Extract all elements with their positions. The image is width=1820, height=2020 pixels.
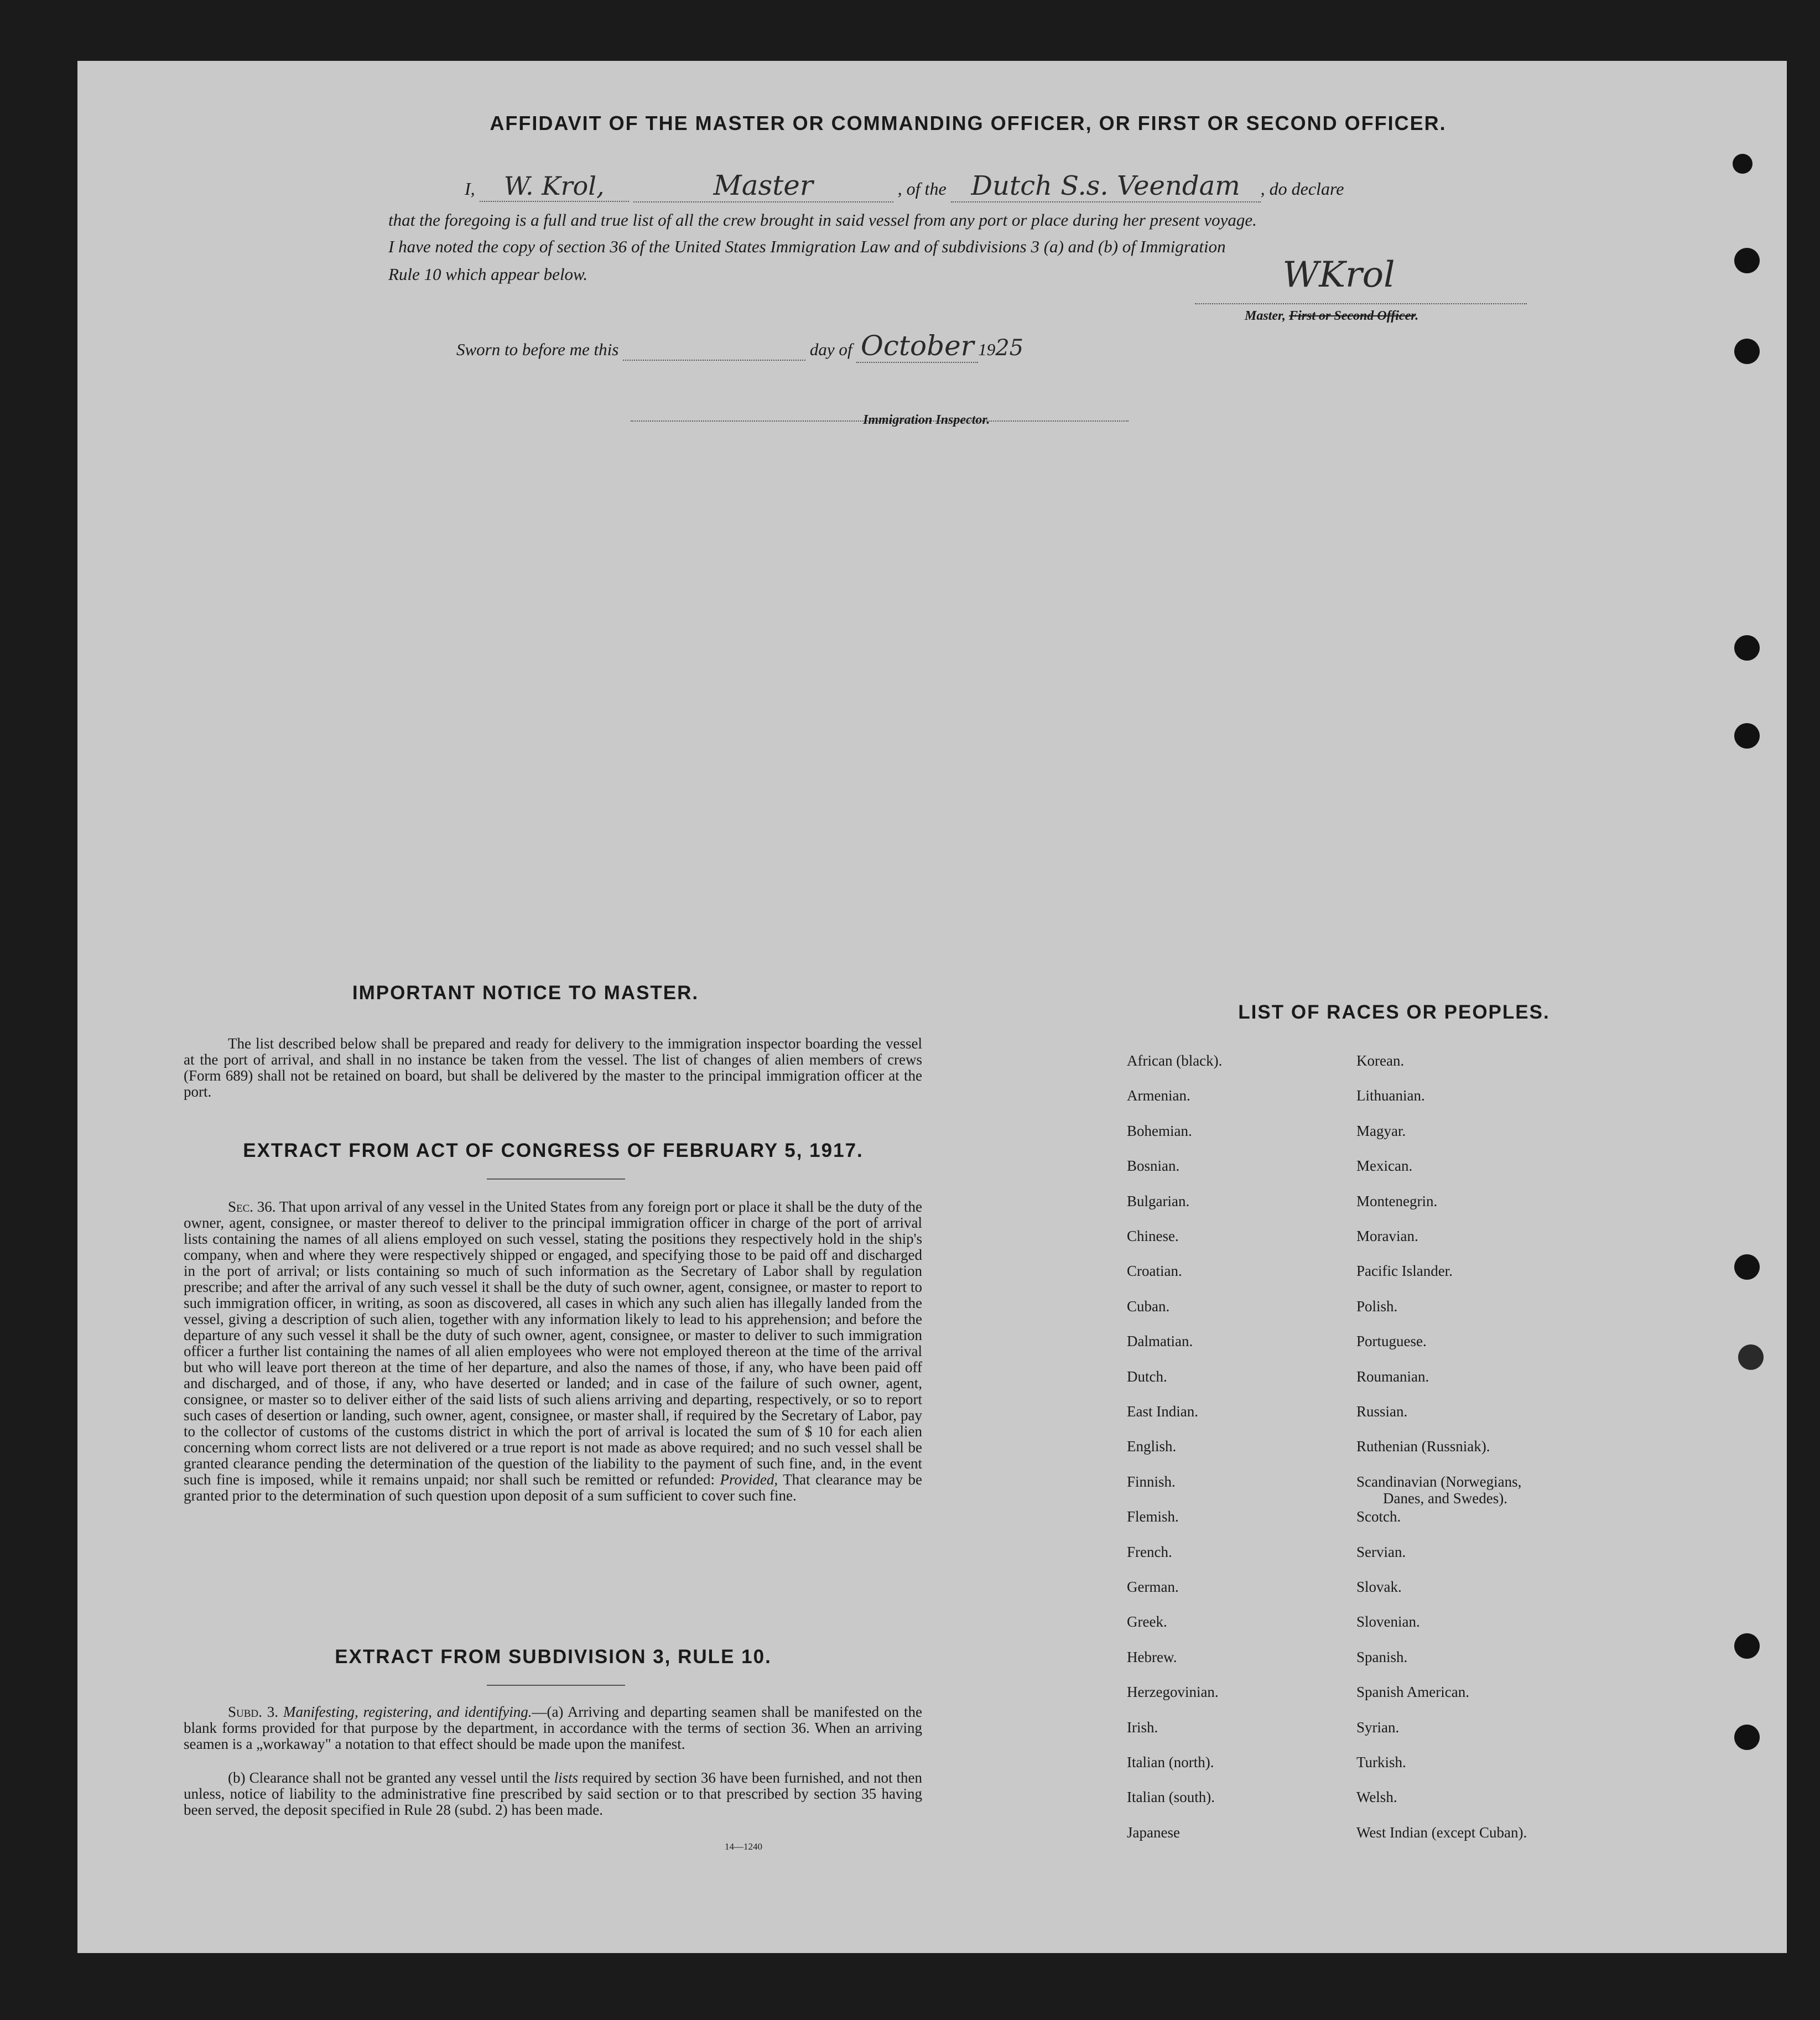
provided-label: Provided, — [720, 1471, 778, 1488]
race-item: African (black). — [1127, 1052, 1223, 1069]
race-item: Danes, and Swedes). — [1383, 1489, 1507, 1507]
b-lists: lists — [554, 1769, 579, 1786]
race-item: Finnish. — [1127, 1473, 1176, 1490]
race-item: Polish. — [1356, 1297, 1398, 1315]
race-item: Turkish. — [1356, 1754, 1406, 1770]
sworn-label: Sworn to before me this — [456, 340, 619, 359]
act-body-main: That upon arrival of any vessel in the United States from any foreign port or place it shall be the duty of the owner, agent, consignee, or master thereof to deliver to the principal immigration officer in charge of the port of arrival lists containing the names of all aliens employed on such vessel, stating the positions they respectively hold in the ship's company, when and where they were respectively shipped or engaged, and specifying those to be paid off and discharged in the port of arrival; or lists containing so much of such information as the Secretary of Labor shall by regulation prescribe; and after the arrival of any such vessel it shall be the duty of such owner, agent, consignee, or master to report to such immigration officer, in writing, as soon as discovered, all cases in which any such alien has illegally landed from the vessel, giving a description of such alien, together with any information likely to lead to his apprehension; and before the departure of any such vessel it shall be the duty of such owner, agent, consignee, or master to deliver to such immigration officer a further list containing the names of all alien employees who were not employed thereon at the time of the arrival but who will leave port thereon at the time of her departure, and also the names of those, if any, who have been paid off and discharged, and of those, if any, who have deserted or landed; and in case of the failure of such owner, agent, consignee, or master so to deliver either of the said lists of such aliens arriving and departing, respectively, or so to report such cases of desertion or landing, such owner, agent, consignee, or master shall, if required by the Secretary of Labor, pay to the collector of customs of the customs district in which the port of arrival is located the sum of $ 10 for each alien concerning whom correct lists are not delivered or a true report is not made as above required; and no such vessel shall be granted clearance pending the determination of the question of the liability to the payment of such fine, and, in the event such fine is imposed, while it remains unpaid; nor shall such be remitted or refunded: — [184, 1198, 922, 1488]
punch-hole — [1733, 154, 1753, 174]
master-name: W. Krol, — [480, 171, 629, 202]
race-item: Chinese. — [1127, 1228, 1179, 1244]
race-item: Magyar. — [1356, 1122, 1406, 1139]
b-text-2: required by section 36 have been furnished, and not then unless, notice of liability to the administrative fine prescribed by said section or to that prescribed by section 35 having been served, the deposit specified in Rule 28 (subd. 2) has been made. — [184, 1769, 923, 1818]
race-item: Slovenian. — [1356, 1613, 1420, 1630]
race-item: West Indian (except Cuban). — [1356, 1824, 1527, 1841]
race-item: Portuguese. — [1356, 1333, 1427, 1350]
a-text: Arriving and departing seamen shall be manifested on the blank forms provided for that purpose by the department, in accordance with the terms of section 36. When an arriving seamen is a „workaway" a notation to that effect should be made upon the manifest. — [184, 1704, 923, 1752]
affidavit-line-3: I have noted the copy of section 36 of the United States Immigration Law and of subdivisions 3 (a) and (b) of Immigration — [388, 237, 1226, 256]
caption-struck: First or Second Officer — [1289, 309, 1416, 323]
caption-end: . — [1415, 309, 1419, 323]
race-item: Lithuanian. — [1356, 1087, 1425, 1104]
race-item: German. — [1127, 1578, 1179, 1595]
affidavit-title: AFFIDAVIT OF THE MASTER OR COMMANDING OFFICER, OR FIRST OR SECOND OFFICER. — [490, 112, 1447, 134]
i-label: I, — [465, 179, 475, 199]
races-right-column — [1356, 1052, 1666, 1841]
race-item: Greek. — [1127, 1613, 1167, 1630]
race-item: Hebrew. — [1127, 1648, 1177, 1665]
race-item: Russian. — [1356, 1403, 1408, 1420]
races-title: LIST OF RACES OR PEOPLES. — [1238, 1001, 1550, 1023]
punch-hole — [1734, 248, 1760, 273]
master-signature: WKrol — [1282, 255, 1395, 295]
sworn-year: 25 — [995, 335, 1024, 361]
race-item: Syrian. — [1356, 1718, 1400, 1736]
races-left-column — [1127, 1052, 1348, 1841]
b-text-1: Clearance shall not be granted any vessel until the — [249, 1769, 550, 1786]
punch-hole — [1738, 1344, 1764, 1370]
race-item: Spanish. — [1356, 1648, 1408, 1665]
race-item: Moravian. — [1356, 1228, 1418, 1244]
affidavit-line-1 — [465, 169, 1571, 202]
punch-hole — [1734, 723, 1760, 749]
a-label: —(a) — [532, 1704, 564, 1720]
race-item: East Indian. — [1127, 1403, 1198, 1420]
document-page — [77, 61, 1787, 1953]
notice-title: IMPORTANT NOTICE TO MASTER. — [352, 982, 699, 1004]
race-item: Mexican. — [1356, 1157, 1413, 1175]
punch-hole — [1734, 1633, 1760, 1659]
race-item: Dalmatian. — [1127, 1333, 1193, 1350]
do-declare-label: do declare — [1269, 179, 1344, 199]
affidavit-line-4: Rule 10 which appear below. — [388, 264, 588, 284]
inspector-label: Immigration Inspector. — [863, 413, 990, 427]
form-number: 14—1240 — [725, 1841, 762, 1852]
race-item: Welsh. — [1356, 1789, 1397, 1806]
race-item: Spanish American. — [1356, 1684, 1469, 1701]
race-item: Italian (south). — [1127, 1789, 1215, 1806]
act-extract-title: EXTRACT FROM ACT OF CONGRESS OF FEBRUARY 5, 1917. — [243, 1140, 864, 1161]
race-item: Servian. — [1356, 1543, 1406, 1560]
rule-extract-title: EXTRACT FROM SUBDIVISION 3, RULE 10. — [335, 1646, 772, 1668]
day-blank — [623, 340, 805, 361]
race-item: English. — [1127, 1438, 1177, 1455]
master-rank: Master — [633, 169, 893, 202]
comma: , — [1260, 179, 1265, 199]
punch-hole — [1734, 339, 1760, 364]
sworn-line — [456, 330, 1023, 363]
act-extract-body — [184, 1199, 922, 1504]
of-the-label: , of the — [897, 179, 947, 199]
rule-extract-body-b — [184, 1770, 922, 1818]
race-item: Herzegovinian. — [1127, 1684, 1219, 1701]
race-item: Irish. — [1127, 1718, 1158, 1736]
race-item: Cuban. — [1127, 1297, 1170, 1315]
race-item: Flemish. — [1127, 1508, 1179, 1525]
race-item: Armenian. — [1127, 1087, 1190, 1104]
signature-line — [1195, 303, 1527, 304]
vessel-name: Dutch S.s. Veendam — [951, 170, 1261, 202]
race-item: Pacific Islander. — [1356, 1263, 1453, 1280]
rule-heading: Manifesting, registering, and identifying. — [283, 1704, 532, 1720]
punch-hole — [1734, 1254, 1760, 1280]
affidavit-line-2: that the foregoing is a full and true list of all the crew brought in said vessel from any port or place during her present voyage. — [388, 210, 1257, 230]
race-item: Korean. — [1356, 1052, 1405, 1069]
signature-caption — [1245, 309, 1418, 324]
punch-hole — [1734, 1725, 1760, 1750]
act-body-end: That clearance may be granted prior to the determination of such question upon deposit of a sum sufficient to cover such fine. — [184, 1471, 923, 1504]
race-item: Roumanian. — [1356, 1368, 1429, 1385]
race-item: Bosnian. — [1127, 1157, 1180, 1175]
race-item: Scotch. — [1356, 1508, 1401, 1525]
race-item: Slovak. — [1356, 1578, 1402, 1595]
sec-label: Sec. 36. — [228, 1198, 276, 1215]
rule-title-underline — [487, 1685, 625, 1686]
act-title-underline — [487, 1178, 625, 1180]
race-item: Dutch. — [1127, 1368, 1167, 1385]
rule-extract-body-a — [184, 1704, 922, 1752]
century-prefix: 19 — [978, 340, 996, 359]
caption-master: Master, — [1245, 309, 1289, 323]
day-of-label: day of — [809, 340, 852, 359]
race-item: Montenegrin. — [1356, 1192, 1438, 1209]
race-item: Ruthenian (Russniak). — [1356, 1438, 1490, 1455]
race-item: Bulgarian. — [1127, 1192, 1190, 1209]
sworn-month: October — [856, 330, 978, 363]
race-item: Italian (north). — [1127, 1754, 1214, 1770]
race-item: Bohemian. — [1127, 1122, 1192, 1139]
subd-label: Subd. 3. — [228, 1704, 279, 1720]
punch-hole — [1734, 635, 1760, 661]
race-item: French. — [1127, 1543, 1172, 1560]
race-item: Scandinavian (Norwegians, — [1356, 1473, 1522, 1490]
race-item: Croatian. — [1127, 1263, 1182, 1280]
race-item: Japanese — [1127, 1824, 1180, 1841]
b-label: (b) — [228, 1769, 246, 1786]
notice-body: The list described below shall be prepared and ready for delivery to the immigration inspector boarding the vessel at the port of arrival, and shall in no instance be taken from the vessel. The list of changes of alien members of crews (Form 689) shall not be retained on board, but shall be delivered by the master to the principal immigration officer at the port. — [184, 1035, 922, 1100]
